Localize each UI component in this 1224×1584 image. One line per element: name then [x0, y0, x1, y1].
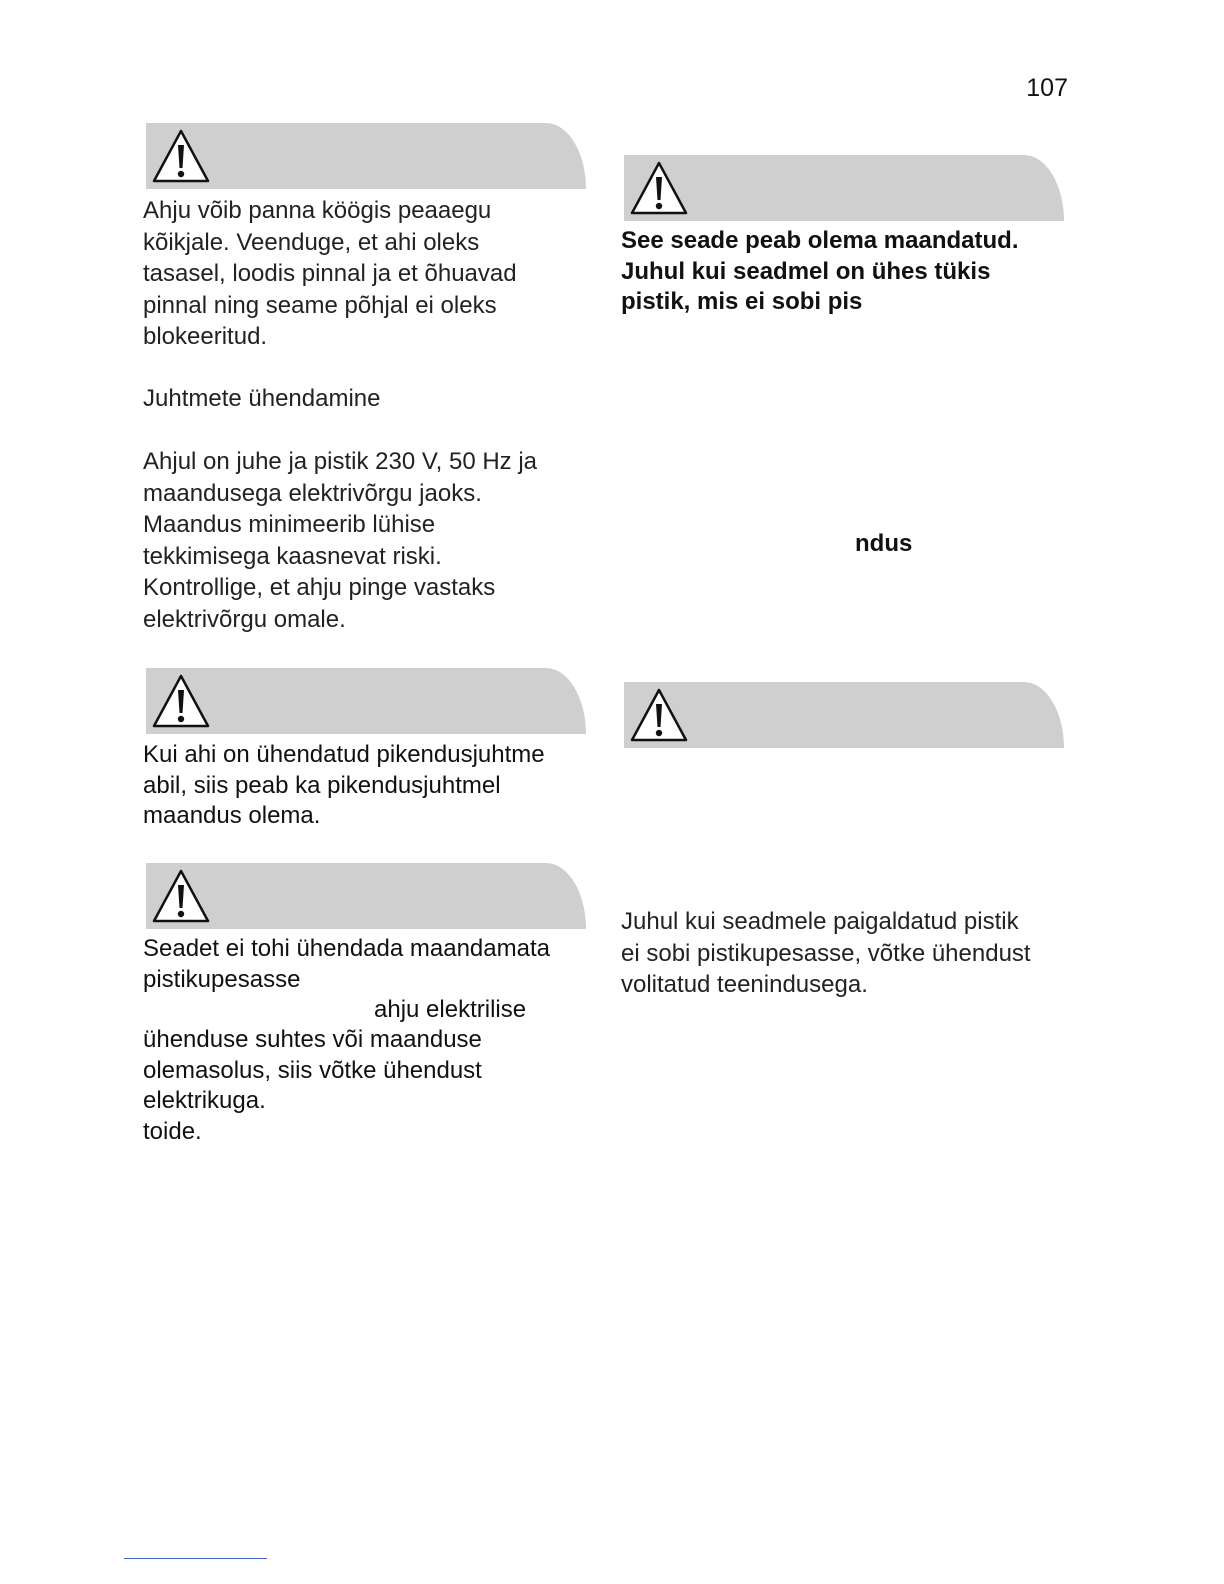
warning-triangle-icon — [150, 127, 212, 185]
warning-socket-text-1: Seadet ei tohi ühendada maandamata pistikupesasse — [143, 935, 550, 993]
page-number: 107 — [1026, 74, 1068, 102]
warning-triangle-icon — [628, 686, 690, 744]
warning-banner-5 — [624, 682, 1064, 748]
warning-banner-1 — [146, 123, 586, 189]
warning-socket-text-2: ahju elektrilise — [374, 996, 527, 1023]
warning-triangle-icon — [150, 672, 212, 730]
wiring-text: Ahjul on juhe ja pistik 230 V, 50 Hz ja maandusega elektrivõrgu jaoks. Maandus minimeerib lühise tekkimisega kaasnevat riski. Kontrollige, et ahju pinge vastaks elektrivõrgu omale. — [143, 448, 538, 633]
warning-extension-text: Kui ahi on ühendatud pikendusjuhtme abil, siis peab ka pikendusjuhtmel maandus olema. — [143, 741, 545, 829]
warning-banner-4 — [624, 155, 1064, 221]
warning-triangle-icon — [150, 867, 212, 925]
grounding-warning-text: See seade peab olema maandatud. Juhul kui seadmel on ühes tükis pistik, mis ei sobi pis — [621, 227, 1019, 315]
plug-text: Juhul kui seadmele paigaldatud pistik ei sobi pistikupesasse, võtke ühendust volitatud teenindusega. — [621, 908, 1031, 998]
warning-banner-3 — [146, 863, 586, 929]
warning-socket-text-3: ühenduse suhtes või maanduse olemasolus, siis võtke ühendust elektrikuga. toide. — [143, 1026, 482, 1145]
warning-banner-2 — [146, 668, 586, 734]
section-heading: Juhtmete ühendamine — [143, 385, 381, 412]
text-fragment: ndus — [855, 530, 913, 557]
warning-triangle-icon — [628, 159, 690, 217]
intro-text: Ahju võib panna köögis peaaegu kõikjale. Veenduge, et ahi oleks tasasel, loodis pinnal ja et õhuavad pinnal ning seame põhjal ei oleks blokeeritud. — [143, 197, 517, 350]
footnote-divider — [124, 1558, 267, 1559]
